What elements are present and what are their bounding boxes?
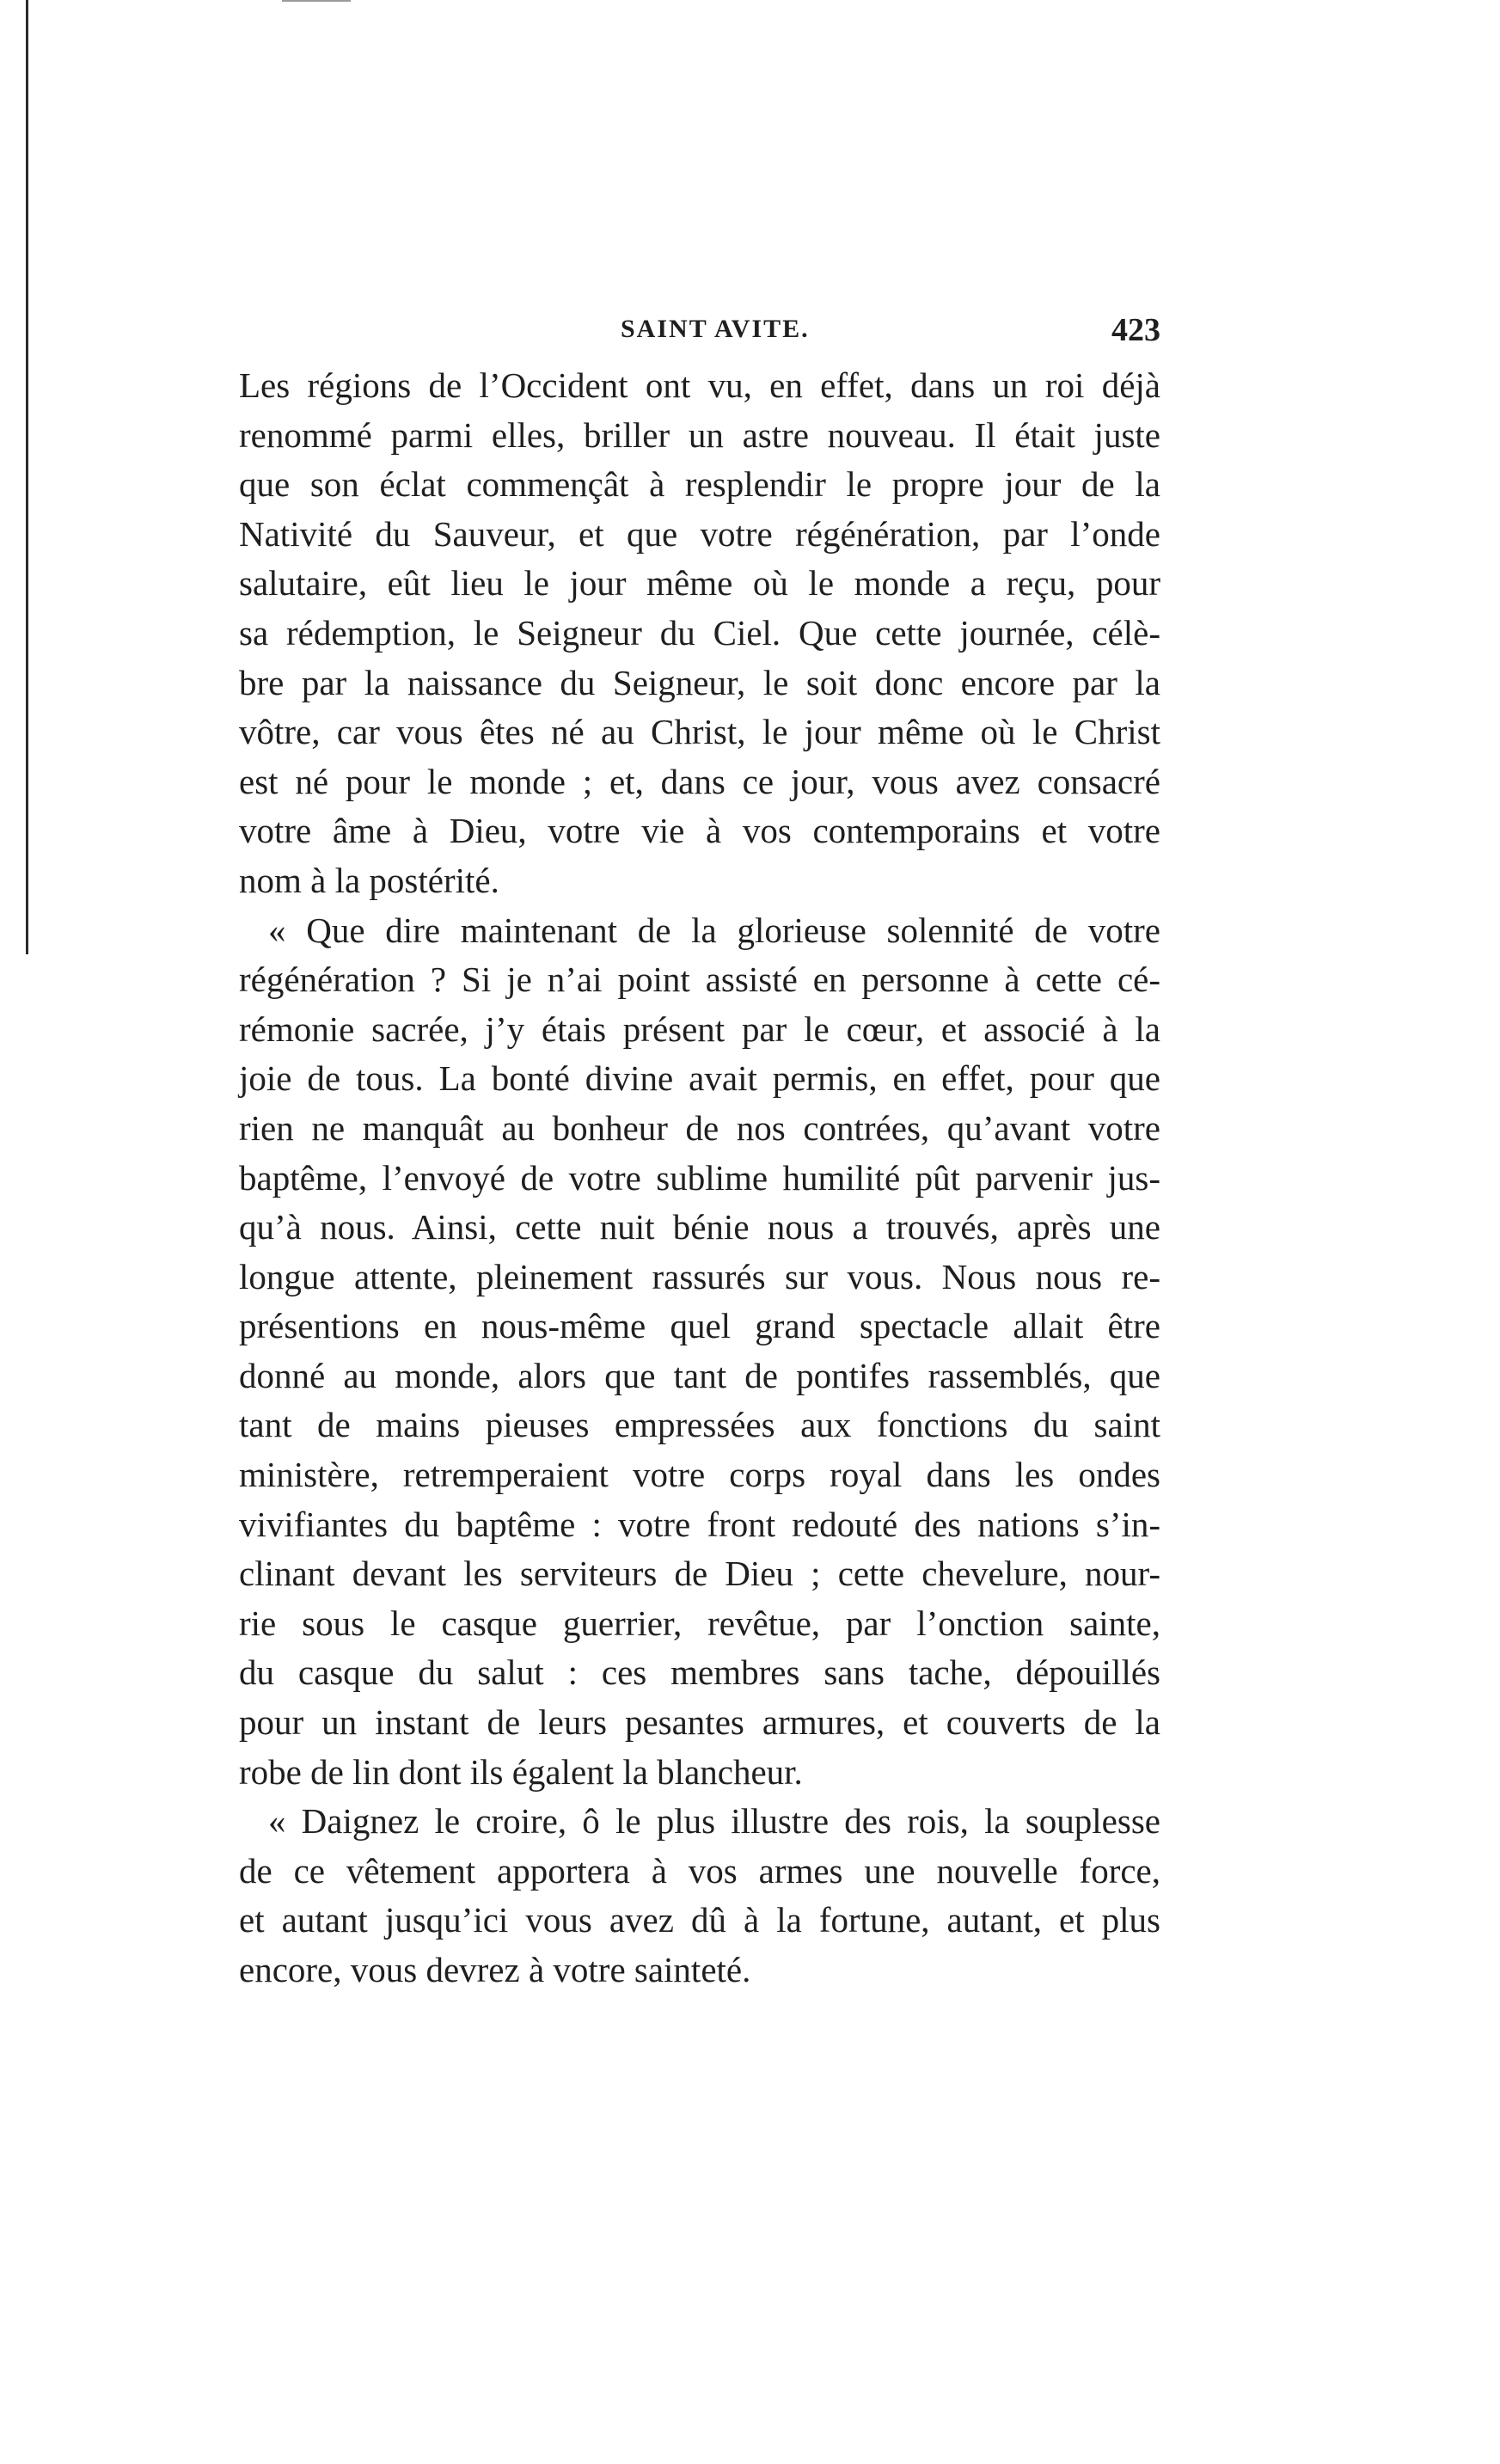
- text-line: renommé parmi elles, briller un astre nouveau. Il était juste: [239, 414, 1160, 455]
- text-line: salutaire, eût lieu le jour même où le monde a reçu, pour: [239, 563, 1160, 604]
- text-line: Nativité du Sauveur, et que votre régénération, par l’onde: [239, 513, 1160, 554]
- text-line: longue attente, pleinement rassurés sur vous. Nous nous re-: [239, 1256, 1160, 1296]
- text-line: de ce vêtement apportera à vos armes une nouvelle force,: [239, 1850, 1160, 1891]
- text-line: « Daignez le croire, ô le plus illustre des rois, la souplesse: [268, 1801, 1160, 1842]
- scan-top-mark: [282, 0, 351, 2]
- text-line: votre âme à Dieu, votre vie à vos contemporains et votre: [239, 811, 1160, 851]
- text-line: rien ne manquât au bonheur de nos contrées, qu’avant votre: [239, 1107, 1160, 1148]
- page-number: 423: [1111, 312, 1160, 348]
- text-line: et autant jusqu’ici vous avez dû à la fortune, autant, et plus: [239, 1900, 1160, 1940]
- page-header: [239, 311, 1160, 352]
- text-line: pour un instant de leurs pesantes armures, et couverts de la: [239, 1702, 1160, 1743]
- text-line: du casque du salut : ces membres sans tache, dépouillés: [239, 1652, 1160, 1693]
- text-line: qu’à nous. Ainsi, cette nuit bénie nous a trouvés, après une: [239, 1207, 1160, 1247]
- running-head: SAINT AVITE.: [621, 315, 810, 343]
- text-line: vôtre, car vous êtes né au Christ, le jour même où le Christ: [239, 712, 1160, 752]
- text-line: Les régions de l’Occident ont vu, en effet, dans un roi déjà: [239, 365, 1160, 405]
- text-line: encore, vous devrez à votre sainteté.: [239, 1950, 751, 1989]
- text-line: vivifiantes du baptême : votre front redouté des nations s’in-: [239, 1504, 1160, 1544]
- text-line: présentions en nous-même quel grand spectacle allait être: [239, 1306, 1160, 1346]
- text-line: ministère, retremperaient votre corps royal dans les ondes: [239, 1455, 1160, 1495]
- text-line: régénération ? Si je n’ai point assisté en personne à cette cé-: [239, 959, 1160, 1000]
- text-line: bre par la naissance du Seigneur, le soit donc encore par la: [239, 662, 1160, 702]
- text-line: tant de mains pieuses empressées aux fonctions du saint: [239, 1405, 1160, 1445]
- body-text: [239, 361, 1160, 1995]
- text-line: joie de tous. La bonté divine avait permis, en effet, pour que: [239, 1058, 1160, 1099]
- text-line: est né pour le monde ; et, dans ce jour, vous avez consacré: [239, 761, 1160, 801]
- scan-binding-edge: [26, 0, 28, 954]
- text-line: nom à la postérité.: [239, 860, 499, 900]
- text-line: baptême, l’envoyé de votre sublime humilité pût parvenir jus-: [239, 1157, 1160, 1198]
- text-line: clinant devant les serviteurs de Dieu ; cette chevelure, nour-: [239, 1554, 1160, 1594]
- text-line: que son éclat commençât à resplendir le propre jour de la: [239, 464, 1160, 505]
- text-line: donné au monde, alors que tant de pontifes rassemblés, que: [239, 1355, 1160, 1395]
- text-line: sa rédemption, le Seigneur du Ciel. Que cette journée, célè-: [239, 612, 1160, 653]
- text-line: rie sous le casque guerrier, revêtue, par l’onction sainte,: [239, 1603, 1160, 1643]
- text-line: « Que dire maintenant de la glorieuse solennité de votre: [268, 910, 1160, 950]
- text-line: rémonie sacrée, j’y étais présent par le cœur, et associé à la: [239, 1008, 1160, 1049]
- text-line: robe de lin dont ils égalent la blancheur.: [239, 1751, 803, 1792]
